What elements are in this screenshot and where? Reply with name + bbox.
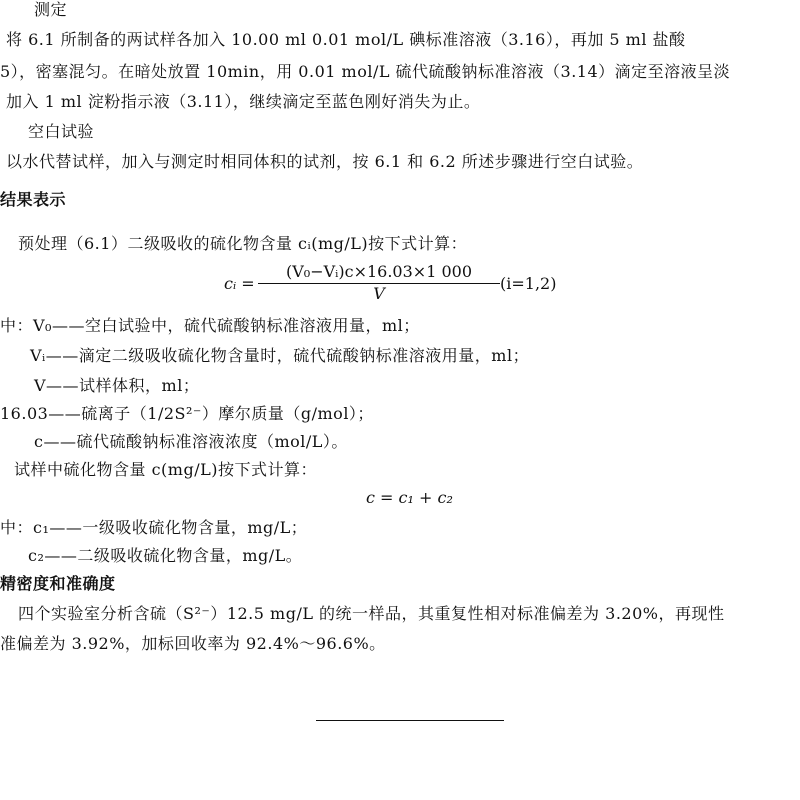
paragraph-line: 准偏差为 3.92%，加标回收率为 92.4%～96.6%。 — [0, 634, 386, 653]
end-rule — [316, 720, 504, 721]
formula-condition: (i=1,2) — [500, 274, 557, 293]
variable-definition: c——硫代硫酸钠标准溶液浓度（mol/L）。 — [34, 432, 348, 451]
formula-lhs: cᵢ = — [224, 274, 255, 293]
variable-definition: c₂——二级吸收硫化物含量，mg/L。 — [28, 546, 303, 565]
variable-definition: Vᵢ——滴定二级吸收硫化物含量时，硫代硫酸钠标准溶液用量，ml； — [30, 346, 530, 365]
section-heading-precision: 精密度和准确度 — [0, 574, 116, 593]
paragraph-line: 以水代替试样，加入与测定时相同体积的试剂，按 6.1 和 6.2 所述步骤进行空白试验。 — [6, 152, 644, 171]
section-heading-results: 结果表示 — [0, 190, 67, 209]
formula-numerator: (V₀−Vᵢ)c×16.03×1 000 — [258, 262, 500, 284]
formula-sum: c = c₁ + c₂ — [366, 488, 453, 507]
subsection-heading-blank-test: 空白试验 — [28, 122, 95, 141]
variable-definition: 中：c₁——一级吸收硫化物含量，mg/L； — [0, 518, 308, 537]
paragraph-line: 5），密塞混匀。在暗处放置 10min，用 0.01 mol/L 硫代硫酸钠标准溶液（3.14）滴定至溶液呈淡 — [0, 62, 731, 81]
variable-definition: V——试样体积，ml； — [34, 376, 200, 395]
paragraph-line: 预处理（6.1）二级吸收的硫化物含量 cᵢ(mg/L)按下式计算： — [18, 234, 468, 253]
paragraph-line: 四个实验室分析含硫（S²⁻）12.5 mg/L 的统一样品，其重复性相对标准偏差为 3.20%，再现性 — [18, 604, 725, 623]
paragraph-line: 试样中硫化物含量 c(mg/L)按下式计算： — [14, 460, 317, 479]
variable-definition: 16.03——硫离子（1/2S²⁻）摩尔质量（g/mol）； — [0, 404, 374, 423]
variable-definition: 中：V₀——空白试验中，硫代硫酸钠标准溶液用量，ml； — [0, 316, 420, 335]
formula-denominator: V — [373, 284, 385, 303]
paragraph-line: 将 6.1 所制备的两试样各加入 10.00 ml 0.01 mol/L 碘标准溶液（3.16），再加 5 ml 盐酸 — [6, 30, 686, 49]
subsection-heading-determination: 测定 — [34, 0, 68, 19]
formula-fraction — [258, 262, 500, 304]
paragraph-line: 加入 1 ml 淀粉指示液（3.11），继续滴定至蓝色刚好消失为止。 — [6, 92, 481, 111]
